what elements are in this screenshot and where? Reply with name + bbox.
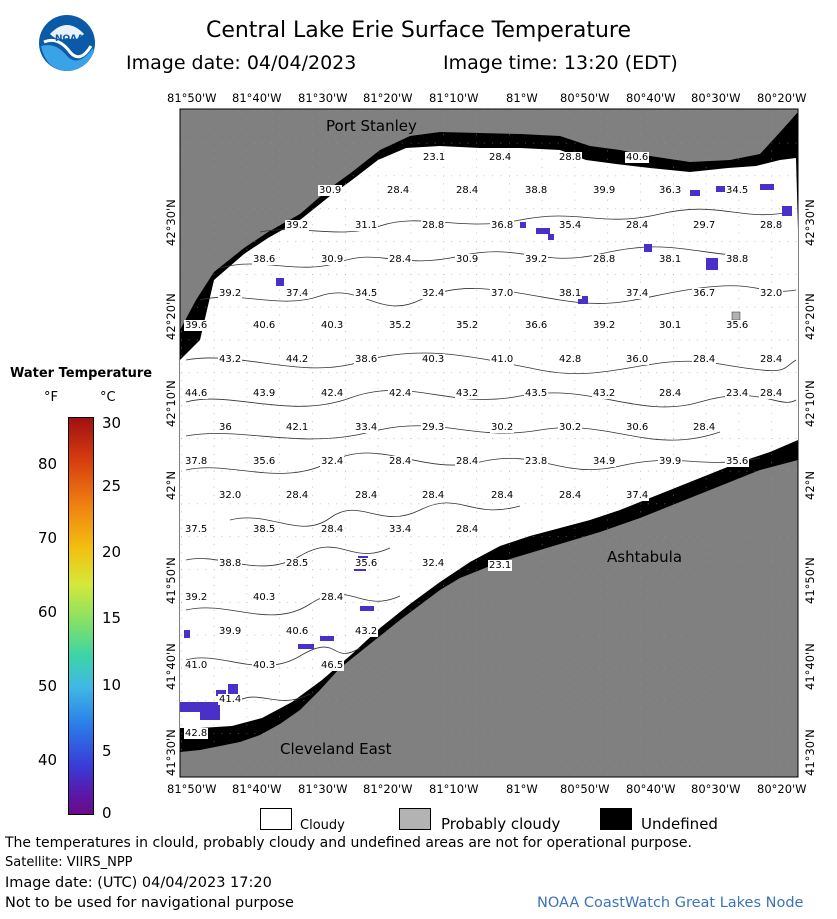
- temperature-label: 37.8: [185, 456, 208, 467]
- temperature-label: 35.6: [726, 320, 749, 331]
- lat-tick-right-4: 42°N: [803, 471, 817, 500]
- temperature-label: 28.4: [489, 152, 512, 163]
- temperature-label: 23.1: [423, 152, 446, 163]
- lat-tick-right-5: 41°50'N: [803, 557, 817, 604]
- legend-f-70: 70: [38, 529, 58, 547]
- temperature-label: 40.3: [321, 320, 344, 331]
- temperature-label: 44.2: [286, 354, 309, 365]
- legend-c-10: 10: [102, 676, 122, 694]
- temperature-label: 40.3: [253, 660, 276, 671]
- temperature-label: 43.2: [456, 388, 479, 399]
- temperature-label: 38.6: [355, 354, 378, 365]
- legend-c-15: 15: [102, 609, 122, 627]
- temperature-label: 39.2: [219, 288, 242, 299]
- key-undefined-label: Undefined: [641, 815, 718, 833]
- legend-unit-c: °C: [100, 390, 116, 405]
- temperature-label: 38.8: [219, 558, 242, 569]
- temperature-label: 34.9: [593, 456, 616, 467]
- temperature-label: 38.1: [559, 288, 582, 299]
- temperature-label: 31.1: [355, 220, 378, 231]
- lon-tick-bottom-8: 80°40'W: [626, 782, 676, 796]
- temperature-label: 43.2: [593, 388, 616, 399]
- temperature-label: 28.5: [286, 558, 309, 569]
- temperature-label: 32.4: [422, 558, 445, 569]
- lat-tick-right-2: 42°20'N: [803, 293, 817, 340]
- temperature-label: 28.4: [693, 422, 716, 433]
- temperature-label: 38.8: [525, 185, 548, 196]
- legend-f-60: 60: [38, 603, 58, 621]
- temperature-label: 38.5: [253, 524, 276, 535]
- temperature-label: 28.4: [559, 490, 582, 501]
- temperature-label: 28.4: [693, 354, 716, 365]
- temperature-label: 43.5: [525, 388, 548, 399]
- temperature-label: 39.9: [593, 185, 616, 196]
- place-ashtabula: Ashtabula: [607, 548, 683, 566]
- legend-f-80: 80: [38, 455, 58, 473]
- temperature-label: 39.6: [185, 320, 208, 331]
- temperature-label: 34.5: [355, 288, 378, 299]
- temperature-label: 35.6: [253, 456, 276, 467]
- lat-tick-right-3: 42°10'N: [803, 380, 817, 427]
- temperature-label: 37.4: [626, 490, 649, 501]
- temperature-label: 29.3: [422, 422, 445, 433]
- temperature-label: 34.5: [726, 185, 749, 196]
- place-cleveland-east: Cleveland East: [280, 740, 392, 758]
- legend-c-20: 20: [102, 543, 122, 561]
- temperature-label: 43.2: [219, 354, 242, 365]
- temperature-label: 28.4: [321, 524, 344, 535]
- temperature-label: 30.9: [319, 185, 342, 196]
- lat-tick-left-2: 42°20'N: [164, 293, 178, 340]
- temperature-label: 40.6: [253, 320, 276, 331]
- temperature-label: 42.8: [559, 354, 582, 365]
- place-port-stanley: Port Stanley: [326, 117, 417, 135]
- temperature-label: 39.2: [525, 254, 548, 265]
- lat-tick-left-5: 41°50'N: [164, 557, 178, 604]
- temperature-label: 43.9: [253, 388, 276, 399]
- temperature-label: 35.6: [355, 558, 378, 569]
- lon-tick-bottom-2: 81°40'W: [232, 782, 282, 796]
- lon-tick-top-4: 81°20'W: [363, 91, 413, 105]
- temperature-label: 39.9: [659, 456, 682, 467]
- temperature-label: 41.4: [219, 694, 242, 705]
- temperature-label: 28.8: [559, 152, 582, 163]
- legend-c-5: 5: [102, 742, 112, 760]
- temperature-label: 28.4: [456, 524, 479, 535]
- lat-tick-right-7: 41°30'N: [803, 729, 817, 776]
- legend-c-25: 25: [102, 477, 122, 495]
- temperature-label: 39.2: [286, 220, 309, 231]
- temperature-label: 36.0: [626, 354, 649, 365]
- legend-color-bar: [68, 417, 94, 815]
- temperature-label: 43.2: [355, 626, 378, 637]
- temperature-label: 39.2: [593, 320, 616, 331]
- legend-title: Water Temperature: [10, 366, 153, 381]
- temperature-label: 38.6: [253, 254, 276, 265]
- temperature-label: 44.6: [185, 388, 208, 399]
- temperature-label: 23.4: [726, 388, 749, 399]
- temperature-label: 30.1: [659, 320, 682, 331]
- temperature-label: 38.8: [726, 254, 749, 265]
- map-title: Central Lake Erie Surface Temperature: [205, 18, 632, 43]
- lon-tick-top-10: 80°20'W: [757, 91, 807, 105]
- temperature-label: 23.8: [525, 456, 548, 467]
- legend-unit-f: °F: [44, 390, 58, 405]
- temperature-label: 28.4: [387, 185, 410, 196]
- temperature-label: 28.8: [760, 220, 783, 231]
- footer-navigation: Not to be used for navigational purpose: [5, 895, 294, 911]
- temperature-label: 28.4: [286, 490, 309, 501]
- footer-utc-date: Image date: (UTC) 04/04/2023 17:20: [5, 875, 272, 891]
- temperature-label: 28.4: [389, 254, 412, 265]
- temperature-label: 40.3: [253, 592, 276, 603]
- temperature-label: 32.4: [422, 288, 445, 299]
- lat-tick-left-4: 42°N: [164, 471, 178, 500]
- temperature-label: 37.5: [185, 524, 208, 535]
- temperature-label: 36.3: [659, 185, 682, 196]
- lon-tick-top-2: 81°40'W: [232, 91, 282, 105]
- lat-tick-left-3: 42°10'N: [164, 380, 178, 427]
- lat-tick-left-7: 41°30'N: [164, 729, 178, 776]
- temperature-label: 30.6: [626, 422, 649, 433]
- temperature-label: 28.4: [760, 354, 783, 365]
- key-cloudy-label: Cloudy: [300, 818, 345, 833]
- lat-tick-left-6: 41°40'N: [164, 643, 178, 690]
- temperature-label: 36.6: [525, 320, 548, 331]
- legend-c-0: 0: [102, 804, 112, 822]
- temperature-label: 37.4: [286, 288, 309, 299]
- footer-credit: NOAA CoastWatch Great Lakes Node: [537, 895, 804, 911]
- temperature-label: 35.2: [389, 320, 412, 331]
- temperature-label: 28.4: [422, 490, 445, 501]
- temperature-label: 37.0: [491, 288, 514, 299]
- lat-tick-left-1: 42°30'N: [164, 199, 178, 246]
- temperature-label: 28.8: [593, 254, 616, 265]
- temperature-label: 38.1: [659, 254, 682, 265]
- lon-tick-bottom-10: 80°20'W: [757, 782, 807, 796]
- lon-tick-bottom-5: 81°10'W: [429, 782, 479, 796]
- temperature-label: 36.8: [491, 220, 514, 231]
- key-undefined-swatch: [600, 808, 632, 830]
- temperature-label: 35.6: [726, 456, 749, 467]
- lon-tick-top-5: 81°10'W: [429, 91, 479, 105]
- temperature-label: 42.4: [389, 388, 412, 399]
- temperature-label: 41.0: [491, 354, 514, 365]
- temperature-label: 23.1: [489, 560, 512, 571]
- key-cloudy-swatch: [260, 808, 292, 830]
- temperature-label: 36.7: [693, 288, 716, 299]
- lon-tick-top-7: 80°50'W: [560, 91, 610, 105]
- temperature-label: 40.6: [286, 626, 309, 637]
- footer-disclaimer: The temperatures in clould, probably cloudy and undefined areas are not for operational purpose.: [5, 835, 692, 851]
- image-time: Image time: 13:20 (EDT): [443, 52, 678, 74]
- temperature-label: 28.8: [422, 220, 445, 231]
- temperature-label: 28.4: [321, 592, 344, 603]
- temperature-label: 28.4: [389, 456, 412, 467]
- lon-tick-bottom-6: 81°W: [506, 782, 538, 796]
- footer-satellite: Satellite: VIIRS_NPP: [5, 855, 133, 870]
- temperature-label: 30.2: [559, 422, 582, 433]
- temperature-label: 46.5: [321, 660, 344, 671]
- temperature-label: 33.4: [355, 422, 378, 433]
- temperature-label: 28.4: [760, 388, 783, 399]
- temperature-label: 35.2: [456, 320, 479, 331]
- legend-c-30: 30: [102, 414, 122, 432]
- temperature-label: 39.2: [185, 592, 208, 603]
- lon-tick-bottom-1: 81°50'W: [167, 782, 217, 796]
- temperature-label: 36: [219, 422, 232, 433]
- temperature-label: 28.4: [491, 490, 514, 501]
- lon-tick-top-8: 80°40'W: [626, 91, 676, 105]
- lon-tick-top-9: 80°30'W: [691, 91, 741, 105]
- temperature-label: 33.4: [389, 524, 412, 535]
- lon-tick-bottom-9: 80°30'W: [691, 782, 741, 796]
- temperature-label: 30.9: [321, 254, 344, 265]
- temperature-label: 28.4: [355, 490, 378, 501]
- temperature-label: 35.4: [559, 220, 582, 231]
- lon-tick-top-6: 81°W: [506, 91, 538, 105]
- lon-tick-bottom-3: 81°30'W: [298, 782, 348, 796]
- temperature-label: 41.0: [185, 660, 208, 671]
- temperature-label: 32.0: [760, 288, 783, 299]
- temperature-label: 32.4: [321, 456, 344, 467]
- temperature-label: 30.2: [491, 422, 514, 433]
- lat-tick-right-1: 42°30'N: [803, 199, 817, 246]
- temperature-label: 28.4: [626, 220, 649, 231]
- lon-tick-top-1: 81°50'W: [167, 91, 217, 105]
- temperature-label: 42.4: [321, 388, 344, 399]
- image-date: Image date: 04/04/2023: [126, 52, 357, 74]
- key-probably-cloudy-swatch: [399, 808, 431, 830]
- temperature-label: 28.4: [456, 185, 479, 196]
- legend-f-50: 50: [38, 677, 58, 695]
- temperature-label: 39.9: [219, 626, 242, 637]
- lon-tick-bottom-7: 80°50'W: [560, 782, 610, 796]
- lat-tick-right-6: 41°40'N: [803, 643, 817, 690]
- temperature-label: 42.8: [185, 728, 208, 739]
- temperature-label: 28.4: [659, 388, 682, 399]
- legend-f-40: 40: [38, 751, 58, 769]
- key-probably-cloudy-label: Probably cloudy: [441, 815, 561, 833]
- temperature-label: 42.1: [286, 422, 309, 433]
- lon-tick-top-3: 81°30'W: [298, 91, 348, 105]
- temperature-label: 32.0: [219, 490, 242, 501]
- temperature-label: 40.3: [422, 354, 445, 365]
- lon-tick-bottom-4: 81°20'W: [363, 782, 413, 796]
- temperature-label: 40.6: [626, 152, 649, 163]
- temperature-label: 30.9: [456, 254, 479, 265]
- temperature-label: 37.4: [626, 288, 649, 299]
- logo-text: NOAA: [55, 34, 84, 44]
- temperature-label: 29.7: [693, 220, 716, 231]
- temperature-label: 28.4: [456, 456, 479, 467]
